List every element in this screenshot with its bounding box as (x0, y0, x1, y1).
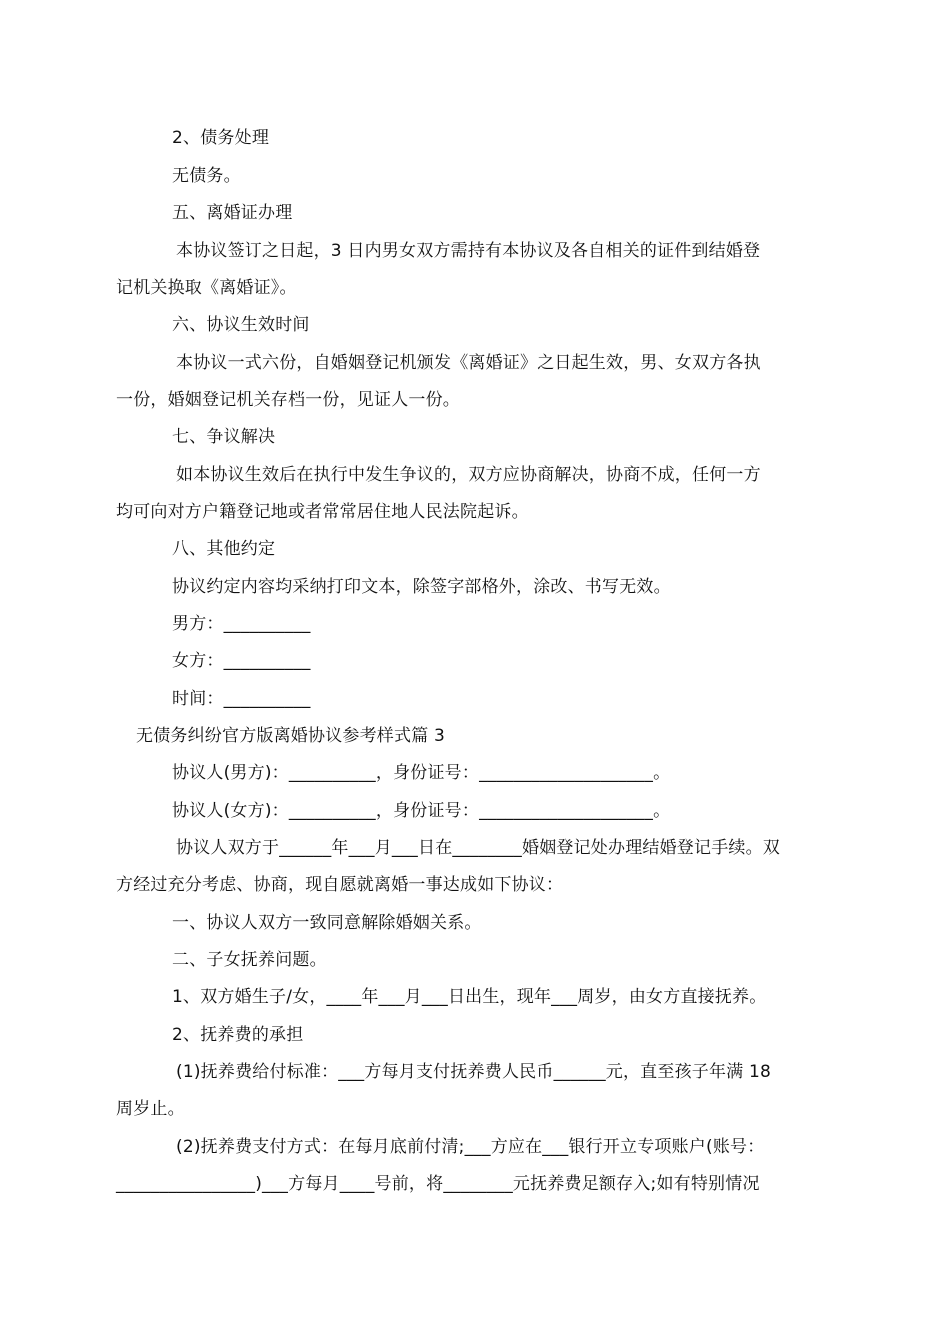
clause: (1)抚养费给付标准：___方每月支付抚养费人民币______元，直至孩子年满 18 (176, 1062, 772, 1082)
paragraph: 方经过充分考虑、协商，现自愿就离婚一事达成如下协议： (116, 875, 564, 895)
paragraph: 无债务。 (172, 166, 241, 186)
party-female-line: 协议人(女方)：__________，身份证号：____________________。 (172, 801, 671, 821)
signature-line-female: 女方：__________ (172, 651, 311, 671)
section-heading: 七、争议解决 (172, 427, 276, 447)
paragraph: 协议人双方于______年___月___日在________婚姻登记处办理结婚登记手续。双 (176, 838, 780, 858)
clause: 二、子女抚养问题。 (172, 950, 327, 970)
clause: 周岁止。 (116, 1099, 185, 1119)
paragraph: 记机关换取《离婚证》。 (116, 278, 297, 298)
paragraph: 一份，婚姻登记机关存档一份，见证人一份。 (116, 390, 460, 410)
document-title: 无债务纠纷官方版离婚协议参考样式篇 3 (136, 726, 446, 746)
paragraph: 本协议一式六份，自婚姻登记机颁发《离婚证》之日起生效，男、女双方各执 (176, 353, 761, 373)
section-heading: 五、离婚证办理 (172, 203, 293, 223)
paragraph: 均可向对方户籍登记地或者常常居住地人民法院起诉。 (116, 502, 529, 522)
section-heading: 2、债务处理 (172, 128, 270, 148)
section-heading: 六、协议生效时间 (172, 315, 310, 335)
paragraph: 如本协议生效后在执行中发生争议的，双方应协商解决，协商不成，任何一方 (176, 465, 761, 485)
signature-line-male: 男方：__________ (172, 614, 311, 634)
clause: 一、协议人双方一致同意解除婚姻关系。 (172, 913, 482, 933)
signature-line-date: 时间：__________ (172, 689, 311, 709)
section-heading: 八、其他约定 (172, 539, 276, 559)
clause: 2、抚养费的承担 (172, 1025, 304, 1045)
clause: (2)抚养费支付方式：在每月底前付清;___方应在___银行开立专项账户(账号： (176, 1137, 765, 1157)
party-male-line: 协议人(男方)：__________，身份证号：____________________。 (172, 763, 671, 783)
clause: 1、双方婚生子/女，____年___月___日出生，现年___周岁，由女方直接抚养。 (172, 987, 767, 1007)
paragraph: 本协议签订之日起，3 日内男女双方需持有本协议及各自相关的证件到结婚登 (176, 241, 761, 261)
clause: ________________)___方每月____号前，将________元抚养费足额存入;如有特别情况 (116, 1174, 760, 1194)
paragraph: 协议约定内容均采纳打印文本，除签字部格外，涂改、书写无效。 (172, 577, 671, 597)
